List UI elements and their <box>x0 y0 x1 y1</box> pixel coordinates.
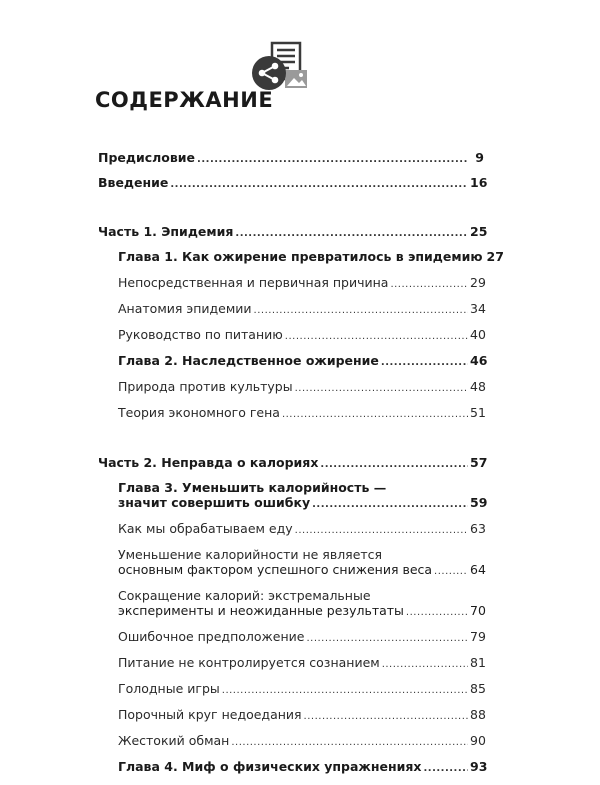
toc-entry-chapter-1[interactable]: Глава 1. Как ожирение превратилось в эпидемию 27 <box>118 249 504 264</box>
toc-entry-section[interactable]: Ошибочное предположение ..... 79 <box>98 629 484 646</box>
toc-entry-section[interactable]: Природа против культуры ..... 48 <box>98 379 484 396</box>
toc-entry-section[interactable]: Порочный круг недоедания ..... 88 <box>98 707 484 724</box>
toc-entry-preface[interactable]: Предисловие ..... 9 <box>98 150 484 167</box>
toc-entry-section[interactable]: Голодные игры ..... 85 <box>98 681 484 698</box>
toc-header <box>95 40 495 120</box>
toc-entry-section[interactable]: Руководство по питанию ..... 40 <box>98 327 484 344</box>
toc-entry-chapter-2[interactable]: Глава 2. Наследственное ожирение ..... 46 <box>98 353 484 370</box>
toc-entry-part-1[interactable]: Часть 1. Эпидемия ..... 25 <box>98 224 484 241</box>
toc-entry-introduction[interactable]: Введение ..... 16 <box>98 175 484 192</box>
toc-entry-section[interactable]: Теория экономного гена ..... 51 <box>98 405 484 422</box>
toc-entry-section[interactable]: Уменьшение калорийности не является основным фактором успешного снижения веса ..... 64 <box>98 547 484 579</box>
toc-entry-section[interactable]: Жестокий обман ..... 90 <box>98 733 484 750</box>
page-title: СОДЕРЖАНИЕ <box>95 88 274 112</box>
toc-entry-chapter-3[interactable]: Глава 3. Уменьшить калорийность — значит совершить ошибку ..... 59 <box>98 480 484 512</box>
table-of-contents <box>98 150 504 785</box>
toc-entry-section[interactable]: Непосредственная и первичная причина ..... 29 <box>98 275 484 292</box>
document-share-icon <box>245 40 317 104</box>
toc-entry-part-2[interactable]: Часть 2. Неправда о калориях ..... 57 <box>98 455 484 472</box>
toc-entry-chapter-4[interactable]: Глава 4. Миф о физических упражнениях ..... 93 <box>98 759 484 776</box>
toc-entry-section[interactable]: Сокращение калорий: экстремальные эксперименты и неожиданные результаты ..... 70 <box>98 588 484 620</box>
toc-entry-section[interactable]: Анатомия эпидемии ..... 34 <box>98 301 484 318</box>
toc-entry-section[interactable]: Питание не контролируется сознанием ..... 81 <box>98 655 484 672</box>
toc-entry-section[interactable]: Как мы обрабатываем еду ..... 63 <box>98 521 484 538</box>
